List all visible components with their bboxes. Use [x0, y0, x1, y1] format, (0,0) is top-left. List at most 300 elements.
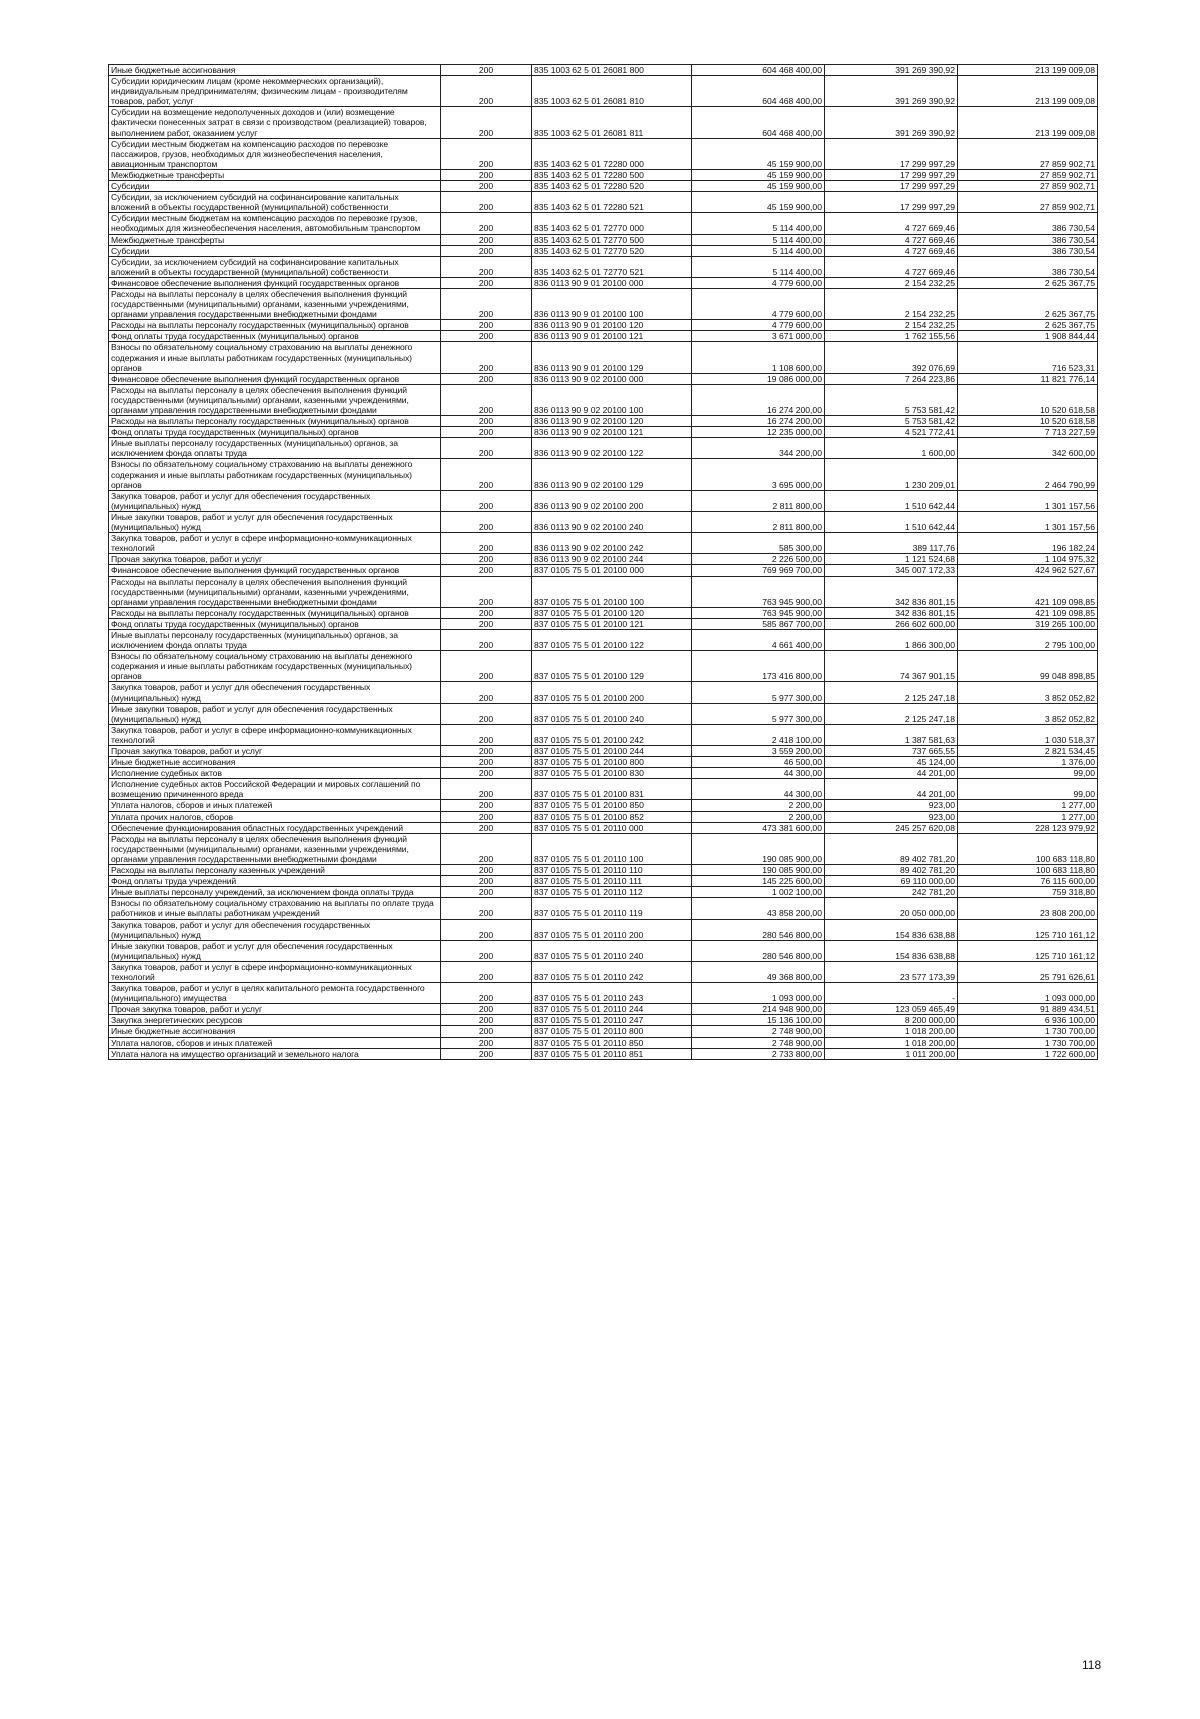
row-executed-amount: 45 124,00	[825, 757, 958, 768]
table-row	[109, 256, 1098, 277]
row-line-code: 200	[441, 76, 532, 107]
row-budget-classification-code: 836 0113 90 9 01 20100 129	[532, 342, 692, 373]
table-row	[109, 331, 1098, 342]
table-body	[109, 65, 1098, 1060]
table-row	[109, 651, 1098, 682]
row-line-code: 200	[441, 779, 532, 800]
row-executed-amount: 391 269 390,92	[825, 65, 958, 76]
row-budget-classification-code: 837 0105 75 5 01 20100 244	[532, 746, 692, 757]
row-name: Иные бюджетные ассигнования	[109, 65, 441, 76]
table-row	[109, 138, 1098, 169]
row-approved-amount: 2 200,00	[692, 811, 825, 822]
row-executed-amount: 389 117,76	[825, 533, 958, 554]
row-approved-amount: 2 811 800,00	[692, 511, 825, 532]
row-name: Взносы по обязательному социальному страхованию на выплаты денежного содержания и иные выплаты работникам государственных (муниципальных) органов	[109, 651, 441, 682]
table-row	[109, 320, 1098, 331]
row-approved-amount: 43 858 200,00	[692, 898, 825, 919]
row-budget-classification-code: 837 0105 75 5 01 20110 200	[532, 919, 692, 940]
row-name: Иные закупки товаров, работ и услуг для обеспечения государственных (муниципальных) нужд	[109, 940, 441, 961]
row-executed-amount: 242 781,20	[825, 887, 958, 898]
row-remaining-amount: 125 710 161,12	[958, 940, 1098, 961]
row-approved-amount: 16 274 200,00	[692, 416, 825, 427]
row-line-code: 200	[441, 373, 532, 384]
row-approved-amount: 3 695 000,00	[692, 459, 825, 490]
table-row	[109, 76, 1098, 107]
table-row	[109, 107, 1098, 138]
row-remaining-amount: 2 821 534,45	[958, 746, 1098, 757]
row-budget-classification-code: 835 1403 62 5 01 72280 000	[532, 138, 692, 169]
row-remaining-amount: 342 600,00	[958, 438, 1098, 459]
table-row	[109, 779, 1098, 800]
row-line-code: 200	[441, 192, 532, 213]
table-row	[109, 811, 1098, 822]
row-budget-classification-code: 835 1403 62 5 01 72770 520	[532, 245, 692, 256]
row-approved-amount: 2 226 500,00	[692, 554, 825, 565]
row-name: Субсидии	[109, 245, 441, 256]
row-budget-classification-code: 837 0105 75 5 01 20100 129	[532, 651, 692, 682]
row-executed-amount: 4 727 669,46	[825, 234, 958, 245]
row-remaining-amount: 6 936 100,00	[958, 1015, 1098, 1026]
row-name: Фонд оплаты труда государственных (муниципальных) органов	[109, 427, 441, 438]
row-approved-amount: 585 300,00	[692, 533, 825, 554]
row-line-code: 200	[441, 1026, 532, 1037]
row-approved-amount: 763 945 900,00	[692, 576, 825, 607]
row-name: Взносы по обязательному социальному страхованию на выплаты денежного содержания и иные выплаты работникам государственных (муниципальных) органов	[109, 342, 441, 373]
row-line-code: 200	[441, 865, 532, 876]
row-approved-amount: 2 811 800,00	[692, 490, 825, 511]
row-remaining-amount: 7 713 227,59	[958, 427, 1098, 438]
row-budget-classification-code: 835 1403 62 5 01 72280 500	[532, 169, 692, 180]
row-executed-amount: 1 230 209,01	[825, 459, 958, 490]
row-approved-amount: 2 418 100,00	[692, 724, 825, 745]
table-row	[109, 876, 1098, 887]
row-approved-amount: 5 114 400,00	[692, 213, 825, 234]
row-remaining-amount: 10 520 618,58	[958, 384, 1098, 415]
row-line-code: 200	[441, 983, 532, 1004]
row-remaining-amount: 99 048 898,85	[958, 651, 1098, 682]
row-line-code: 200	[441, 607, 532, 618]
table-row	[109, 898, 1098, 919]
row-line-code: 200	[441, 511, 532, 532]
row-approved-amount: 2 200,00	[692, 800, 825, 811]
row-executed-amount: 737 665,55	[825, 746, 958, 757]
row-executed-amount: 69 110 000,00	[825, 876, 958, 887]
row-line-code: 200	[441, 703, 532, 724]
row-name: Уплата налогов, сборов и иных платежей	[109, 800, 441, 811]
row-budget-classification-code: 837 0105 75 5 01 20110 111	[532, 876, 692, 887]
row-executed-amount: 391 269 390,92	[825, 107, 958, 138]
row-budget-classification-code: 837 0105 75 5 01 20110 247	[532, 1015, 692, 1026]
row-approved-amount: 5 977 300,00	[692, 703, 825, 724]
row-remaining-amount: 3 852 052,82	[958, 682, 1098, 703]
row-name: Иные выплаты персоналу государственных (муниципальных) органов, за исключением фонда оплаты труда	[109, 629, 441, 650]
row-name: Прочая закупка товаров, работ и услуг	[109, 554, 441, 565]
table-row	[109, 1048, 1098, 1059]
row-line-code: 200	[441, 811, 532, 822]
row-approved-amount: 4 779 600,00	[692, 320, 825, 331]
budget-report-sheet	[108, 64, 1097, 1060]
row-remaining-amount: 10 520 618,58	[958, 416, 1098, 427]
row-remaining-amount: 1 277,00	[958, 800, 1098, 811]
row-budget-classification-code: 837 0105 75 5 01 20110 242	[532, 961, 692, 982]
row-budget-classification-code: 837 0105 75 5 01 20110 800	[532, 1026, 692, 1037]
row-name: Межбюджетные трансферты	[109, 234, 441, 245]
row-executed-amount: 8 200 000,00	[825, 1015, 958, 1026]
row-budget-classification-code: 836 0113 90 9 02 20100 000	[532, 373, 692, 384]
table-row	[109, 192, 1098, 213]
row-executed-amount: 17 299 997,29	[825, 192, 958, 213]
row-name: Взносы по обязательному социальному страхованию на выплаты денежного содержания и иные выплаты работникам государственных (муниципальных) органов	[109, 459, 441, 490]
row-remaining-amount: 1 277,00	[958, 811, 1098, 822]
row-executed-amount: 17 299 997,29	[825, 138, 958, 169]
row-budget-classification-code: 837 0105 75 5 01 20100 100	[532, 576, 692, 607]
row-executed-amount: 2 154 232,25	[825, 320, 958, 331]
table-row	[109, 384, 1098, 415]
row-remaining-amount: 213 199 009,08	[958, 76, 1098, 107]
row-budget-classification-code: 836 0113 90 9 02 20100 129	[532, 459, 692, 490]
table-row	[109, 1037, 1098, 1048]
row-line-code: 200	[441, 800, 532, 811]
row-name: Исполнение судебных актов	[109, 768, 441, 779]
row-budget-classification-code: 837 0105 75 5 01 20100 852	[532, 811, 692, 822]
row-budget-classification-code: 837 0105 75 5 01 20100 242	[532, 724, 692, 745]
row-line-code: 200	[441, 213, 532, 234]
row-name: Закупка товаров, работ и услуг для обеспечения государственных (муниципальных) нужд	[109, 919, 441, 940]
row-name: Расходы на выплаты персоналу государственных (муниципальных) органов	[109, 416, 441, 427]
row-executed-amount: 1 011 200,00	[825, 1048, 958, 1059]
row-budget-classification-code: 835 1003 62 5 01 26081 800	[532, 65, 692, 76]
row-name: Расходы на выплаты персоналу государственных (муниципальных) органов	[109, 320, 441, 331]
row-remaining-amount: 100 683 118,80	[958, 833, 1098, 864]
row-line-code: 200	[441, 234, 532, 245]
row-name: Обеспечение функционирования областных государственных учреждений	[109, 822, 441, 833]
row-budget-classification-code: 836 0113 90 9 02 20100 122	[532, 438, 692, 459]
row-remaining-amount: 213 199 009,08	[958, 107, 1098, 138]
row-executed-amount: 17 299 997,29	[825, 169, 958, 180]
row-name: Финансовое обеспечение выполнения функций государственных органов	[109, 565, 441, 576]
row-name: Закупка энергетических ресурсов	[109, 1015, 441, 1026]
table-row	[109, 181, 1098, 192]
row-name: Иные выплаты персоналу учреждений, за исключением фонда оплаты труда	[109, 887, 441, 898]
row-budget-classification-code: 837 0105 75 5 01 20110 240	[532, 940, 692, 961]
row-remaining-amount: 2 795 100,00	[958, 629, 1098, 650]
row-executed-amount: 342 836 801,15	[825, 576, 958, 607]
row-line-code: 200	[441, 876, 532, 887]
row-approved-amount: 5 114 400,00	[692, 245, 825, 256]
row-executed-amount: 342 836 801,15	[825, 607, 958, 618]
row-approved-amount: 4 661 400,00	[692, 629, 825, 650]
table-row	[109, 65, 1098, 76]
row-remaining-amount: 27 859 902,71	[958, 169, 1098, 180]
table-row	[109, 1015, 1098, 1026]
row-name: Расходы на выплаты персоналу в целях обеспечения выполнения функций государственными (муниципальными) органами, казенными учреждениями, органами управления государственными внебюджетными фондами	[109, 833, 441, 864]
row-approved-amount: 214 948 900,00	[692, 1004, 825, 1015]
row-budget-classification-code: 837 0105 75 5 01 20100 850	[532, 800, 692, 811]
row-line-code: 200	[441, 277, 532, 288]
row-budget-classification-code: 836 0113 90 9 02 20100 200	[532, 490, 692, 511]
row-name: Прочая закупка товаров, работ и услуг	[109, 1004, 441, 1015]
row-name: Расходы на выплаты персоналу государственных (муниципальных) органов	[109, 607, 441, 618]
row-approved-amount: 5 114 400,00	[692, 256, 825, 277]
row-remaining-amount: 386 730,54	[958, 234, 1098, 245]
table-row	[109, 490, 1098, 511]
row-line-code: 200	[441, 746, 532, 757]
row-executed-amount: 392 076,69	[825, 342, 958, 373]
table-row	[109, 1004, 1098, 1015]
row-name: Иные выплаты персоналу государственных (муниципальных) органов, за исключением фонда оплаты труда	[109, 438, 441, 459]
row-executed-amount: -	[825, 983, 958, 1004]
row-budget-classification-code: 835 1003 62 5 01 26081 810	[532, 76, 692, 107]
row-line-code: 200	[441, 245, 532, 256]
row-executed-amount: 154 836 638,88	[825, 919, 958, 940]
row-executed-amount: 2 125 247,18	[825, 703, 958, 724]
row-remaining-amount: 1 908 844,44	[958, 331, 1098, 342]
row-approved-amount: 173 416 800,00	[692, 651, 825, 682]
row-remaining-amount: 1 030 518,37	[958, 724, 1098, 745]
row-name: Уплата налога на имущество организаций и земельного налога	[109, 1048, 441, 1059]
row-line-code: 200	[441, 65, 532, 76]
row-name: Фонд оплаты труда учреждений	[109, 876, 441, 887]
row-name: Исполнение судебных актов Российской Федерации и мировых соглашений по возмещению причиненного вреда	[109, 779, 441, 800]
row-line-code: 200	[441, 427, 532, 438]
table-row	[109, 865, 1098, 876]
row-approved-amount: 19 086 000,00	[692, 373, 825, 384]
table-row	[109, 833, 1098, 864]
table-row	[109, 768, 1098, 779]
row-executed-amount: 2 154 232,25	[825, 288, 958, 319]
table-row	[109, 919, 1098, 940]
row-approved-amount: 45 159 900,00	[692, 192, 825, 213]
row-budget-classification-code: 836 0113 90 9 01 20100 100	[532, 288, 692, 319]
row-remaining-amount: 196 182,24	[958, 533, 1098, 554]
row-executed-amount: 923,00	[825, 811, 958, 822]
row-name: Финансовое обеспечение выполнения функций государственных органов	[109, 373, 441, 384]
row-remaining-amount: 2 625 367,75	[958, 320, 1098, 331]
row-approved-amount: 44 300,00	[692, 779, 825, 800]
row-line-code: 200	[441, 565, 532, 576]
row-line-code: 200	[441, 331, 532, 342]
row-name: Закупка товаров, работ и услуг в сфере информационно-коммуникационных технологий	[109, 724, 441, 745]
row-line-code: 200	[441, 1037, 532, 1048]
table-row	[109, 427, 1098, 438]
row-remaining-amount: 716 523,31	[958, 342, 1098, 373]
table-row	[109, 277, 1098, 288]
row-remaining-amount: 759 318,80	[958, 887, 1098, 898]
row-approved-amount: 145 225 600,00	[692, 876, 825, 887]
row-approved-amount: 344 200,00	[692, 438, 825, 459]
row-budget-classification-code: 835 1403 62 5 01 72280 521	[532, 192, 692, 213]
row-approved-amount: 5 977 300,00	[692, 682, 825, 703]
row-executed-amount: 1 018 200,00	[825, 1026, 958, 1037]
row-remaining-amount: 421 109 098,85	[958, 576, 1098, 607]
row-remaining-amount: 386 730,54	[958, 213, 1098, 234]
row-remaining-amount: 1 730 700,00	[958, 1026, 1098, 1037]
row-line-code: 200	[441, 256, 532, 277]
row-name: Расходы на выплаты персоналу казенных учреждений	[109, 865, 441, 876]
row-line-code: 200	[441, 416, 532, 427]
row-approved-amount: 280 546 800,00	[692, 940, 825, 961]
row-approved-amount: 45 159 900,00	[692, 181, 825, 192]
row-approved-amount: 2 748 900,00	[692, 1037, 825, 1048]
row-line-code: 200	[441, 533, 532, 554]
row-budget-classification-code: 837 0105 75 5 01 20100 831	[532, 779, 692, 800]
row-executed-amount: 154 836 638,88	[825, 940, 958, 961]
row-approved-amount: 2 748 900,00	[692, 1026, 825, 1037]
row-budget-classification-code: 837 0105 75 5 01 20110 112	[532, 887, 692, 898]
row-budget-classification-code: 836 0113 90 9 02 20100 240	[532, 511, 692, 532]
row-approved-amount: 1 108 600,00	[692, 342, 825, 373]
row-remaining-amount: 125 710 161,12	[958, 919, 1098, 940]
row-executed-amount: 1 510 642,44	[825, 490, 958, 511]
row-executed-amount: 4 727 669,46	[825, 213, 958, 234]
row-name: Иные бюджетные ассигнования	[109, 757, 441, 768]
row-line-code: 200	[441, 768, 532, 779]
row-approved-amount: 473 381 600,00	[692, 822, 825, 833]
row-budget-classification-code: 835 1403 62 5 01 72770 521	[532, 256, 692, 277]
table-row	[109, 533, 1098, 554]
row-executed-amount: 23 577 173,39	[825, 961, 958, 982]
row-budget-classification-code: 837 0105 75 5 01 20100 121	[532, 618, 692, 629]
row-line-code: 200	[441, 682, 532, 703]
table-row	[109, 746, 1098, 757]
row-name: Закупка товаров, работ и услуг в сфере информационно-коммуникационных технологий	[109, 533, 441, 554]
page-number: 118	[1082, 1658, 1102, 1672]
row-remaining-amount: 100 683 118,80	[958, 865, 1098, 876]
row-approved-amount: 1 093 000,00	[692, 983, 825, 1004]
table-row	[109, 940, 1098, 961]
row-approved-amount: 12 235 000,00	[692, 427, 825, 438]
row-budget-classification-code: 837 0105 75 5 01 20110 000	[532, 822, 692, 833]
row-name: Прочая закупка товаров, работ и услуг	[109, 746, 441, 757]
row-approved-amount: 45 159 900,00	[692, 169, 825, 180]
row-executed-amount: 391 269 390,92	[825, 76, 958, 107]
row-executed-amount: 4 521 772,41	[825, 427, 958, 438]
row-executed-amount: 4 727 669,46	[825, 245, 958, 256]
row-approved-amount: 763 945 900,00	[692, 607, 825, 618]
table-row	[109, 822, 1098, 833]
table-row	[109, 416, 1098, 427]
table-row	[109, 245, 1098, 256]
row-budget-classification-code: 837 0105 75 5 01 20100 800	[532, 757, 692, 768]
row-remaining-amount: 99,00	[958, 779, 1098, 800]
row-line-code: 200	[441, 288, 532, 319]
row-executed-amount: 923,00	[825, 800, 958, 811]
row-budget-classification-code: 837 0105 75 5 01 20110 119	[532, 898, 692, 919]
row-name: Иные закупки товаров, работ и услуг для обеспечения государственных (муниципальных) нужд	[109, 703, 441, 724]
row-name: Межбюджетные трансферты	[109, 169, 441, 180]
row-executed-amount: 123 059 465,49	[825, 1004, 958, 1015]
table-row	[109, 1026, 1098, 1037]
row-remaining-amount: 319 265 100,00	[958, 618, 1098, 629]
table-row	[109, 213, 1098, 234]
table-row	[109, 800, 1098, 811]
row-budget-classification-code: 837 0105 75 5 01 20110 100	[532, 833, 692, 864]
row-remaining-amount: 99,00	[958, 768, 1098, 779]
row-name: Расходы на выплаты персоналу в целях обеспечения выполнения функций государственными (муниципальными) органами, казенными учреждениями, органами управления государственными внебюджетными фондами	[109, 576, 441, 607]
row-remaining-amount: 23 808 200,00	[958, 898, 1098, 919]
row-name: Субсидии, за исключением субсидий на софинансирование капитальных вложений в объекты государственной (муниципальной) собственности	[109, 256, 441, 277]
row-approved-amount: 604 468 400,00	[692, 76, 825, 107]
row-line-code: 200	[441, 459, 532, 490]
row-budget-classification-code: 837 0105 75 5 01 20100 240	[532, 703, 692, 724]
row-executed-amount: 2 125 247,18	[825, 682, 958, 703]
row-remaining-amount: 2 625 367,75	[958, 277, 1098, 288]
row-budget-classification-code: 836 0113 90 9 02 20100 120	[532, 416, 692, 427]
table-row	[109, 703, 1098, 724]
row-executed-amount: 7 264 223,86	[825, 373, 958, 384]
row-approved-amount: 190 085 900,00	[692, 865, 825, 876]
table-row	[109, 234, 1098, 245]
row-approved-amount: 585 867 700,00	[692, 618, 825, 629]
row-line-code: 200	[441, 887, 532, 898]
row-remaining-amount: 1 104 975,32	[958, 554, 1098, 565]
row-line-code: 200	[441, 107, 532, 138]
table-row	[109, 983, 1098, 1004]
row-line-code: 200	[441, 169, 532, 180]
row-line-code: 200	[441, 940, 532, 961]
row-name: Субсидии местным бюджетам на компенсацию расходов по перевозке пассажиров, грузов, необходимых для жизнеобеспечения населения, авиационным транспортом	[109, 138, 441, 169]
row-budget-classification-code: 837 0105 75 5 01 20100 000	[532, 565, 692, 576]
row-executed-amount: 266 602 600,00	[825, 618, 958, 629]
row-approved-amount: 49 368 800,00	[692, 961, 825, 982]
row-remaining-amount: 213 199 009,08	[958, 65, 1098, 76]
row-remaining-amount: 421 109 098,85	[958, 607, 1098, 618]
row-name: Закупка товаров, работ и услуг в сфере информационно-коммуникационных технологий	[109, 961, 441, 982]
row-approved-amount: 3 559 200,00	[692, 746, 825, 757]
row-budget-classification-code: 835 1403 62 5 01 72770 500	[532, 234, 692, 245]
row-line-code: 200	[441, 629, 532, 650]
row-line-code: 200	[441, 342, 532, 373]
row-line-code: 200	[441, 919, 532, 940]
row-remaining-amount: 1 730 700,00	[958, 1037, 1098, 1048]
row-remaining-amount: 386 730,54	[958, 245, 1098, 256]
row-approved-amount: 280 546 800,00	[692, 919, 825, 940]
row-budget-classification-code: 835 1403 62 5 01 72770 000	[532, 213, 692, 234]
row-remaining-amount: 1 376,00	[958, 757, 1098, 768]
row-executed-amount: 1 600,00	[825, 438, 958, 459]
row-line-code: 200	[441, 618, 532, 629]
row-approved-amount: 46 500,00	[692, 757, 825, 768]
table-row	[109, 459, 1098, 490]
row-name: Субсидии юридическим лицам (кроме некоммерческих организаций), индивидуальным предпринимателям, физическим лицам - производителям товаров, работ, услуг	[109, 76, 441, 107]
row-name: Иные закупки товаров, работ и услуг для обеспечения государственных (муниципальных) нужд	[109, 511, 441, 532]
row-name: Субсидии, за исключением субсидий на софинансирование капитальных вложений в объекты государственной (муниципальной) собственности	[109, 192, 441, 213]
row-approved-amount: 15 136 100,00	[692, 1015, 825, 1026]
row-approved-amount: 5 114 400,00	[692, 234, 825, 245]
row-name: Уплата прочих налогов, сборов	[109, 811, 441, 822]
row-line-code: 200	[441, 1004, 532, 1015]
row-remaining-amount: 3 852 052,82	[958, 703, 1098, 724]
row-name: Закупка товаров, работ и услуг для обеспечения государственных (муниципальных) нужд	[109, 682, 441, 703]
row-budget-classification-code: 837 0105 75 5 01 20100 200	[532, 682, 692, 703]
row-approved-amount: 4 779 600,00	[692, 288, 825, 319]
row-executed-amount: 4 727 669,46	[825, 256, 958, 277]
row-line-code: 200	[441, 438, 532, 459]
row-remaining-amount: 25 791 626,61	[958, 961, 1098, 982]
table-row	[109, 607, 1098, 618]
row-line-code: 200	[441, 384, 532, 415]
table-row	[109, 438, 1098, 459]
row-approved-amount: 2 733 800,00	[692, 1048, 825, 1059]
row-line-code: 200	[441, 576, 532, 607]
row-remaining-amount: 1 301 157,56	[958, 511, 1098, 532]
row-approved-amount: 604 468 400,00	[692, 107, 825, 138]
row-executed-amount: 1 387 581,63	[825, 724, 958, 745]
row-budget-classification-code: 837 0105 75 5 01 20110 850	[532, 1037, 692, 1048]
row-remaining-amount: 27 859 902,71	[958, 192, 1098, 213]
row-executed-amount: 5 753 581,42	[825, 416, 958, 427]
table-row	[109, 511, 1098, 532]
